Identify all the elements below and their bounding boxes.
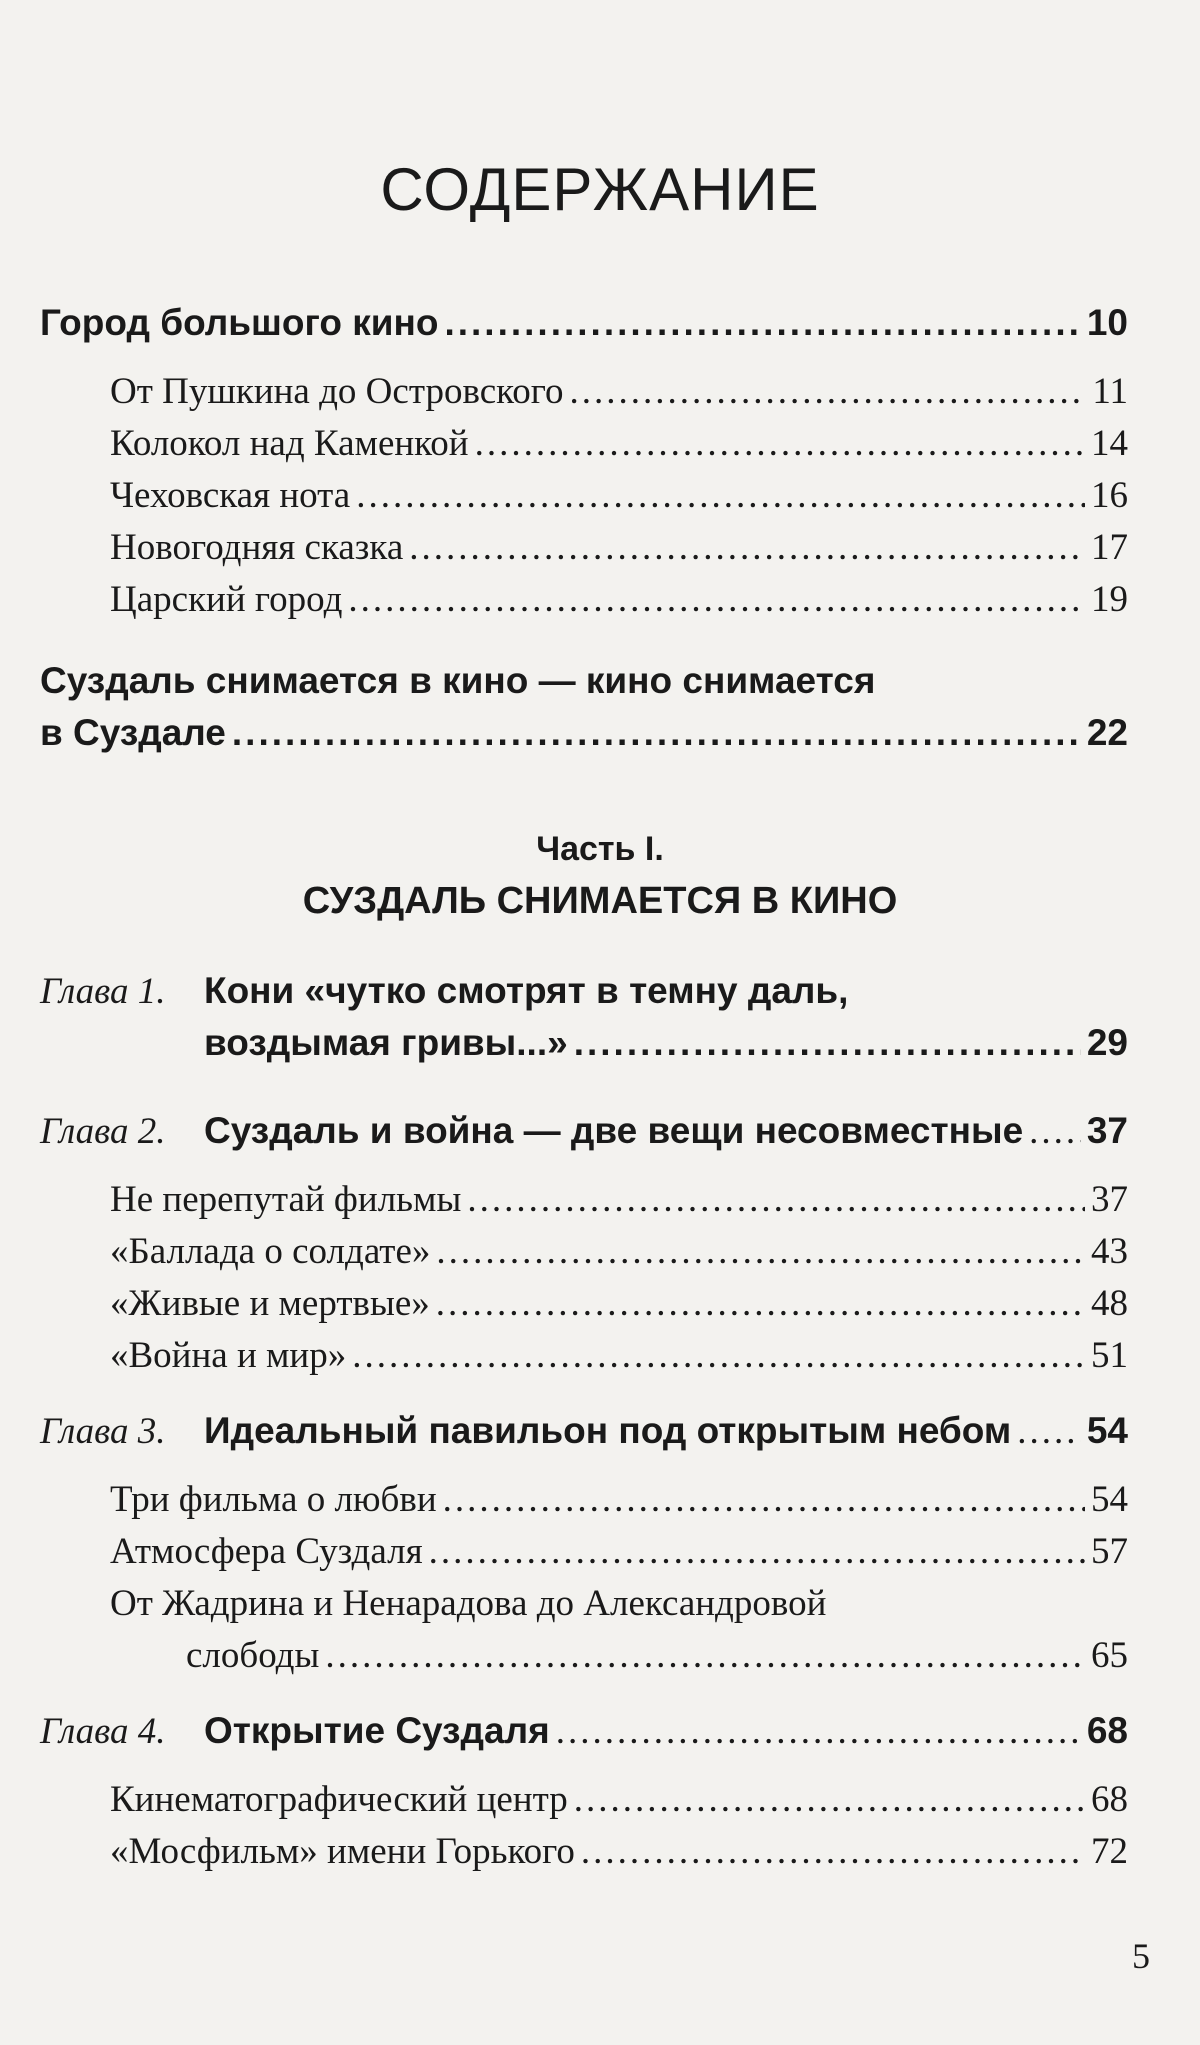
- toc-item[interactable]: [110, 526, 1128, 569]
- dot-leader: [325, 1634, 1085, 1677]
- dot-leader: [232, 712, 1081, 754]
- toc-item-title: «Баллада о солдате»: [110, 1231, 431, 1272]
- toc-page-number: 51: [1091, 1335, 1128, 1376]
- chapter-title: воздымая гривы...»: [204, 1022, 568, 1063]
- toc-item[interactable]: [110, 474, 1128, 517]
- page-title: СОДЕРЖАНИЕ: [380, 156, 820, 223]
- toc-item-title: слободы: [186, 1635, 320, 1676]
- toc-chapter-1-line1[interactable]: [40, 970, 849, 1013]
- toc-section-suzdal[interactable]: [40, 712, 1128, 754]
- page-number: 5: [1132, 1936, 1150, 1976]
- toc-item-title: «Живые и мертвые»: [110, 1283, 430, 1324]
- dot-leader: [1017, 1410, 1081, 1453]
- dot-leader: [574, 1778, 1085, 1821]
- toc-page-number: 19: [1091, 579, 1128, 620]
- dot-leader: [352, 1334, 1085, 1377]
- toc-item-title: Кинематографический центр: [110, 1779, 568, 1820]
- chapter-label: Глава 4.: [40, 1711, 166, 1752]
- chapter-title: Кони «чутко смотрят в темну даль,: [204, 970, 849, 1011]
- toc-page-number: 17: [1091, 527, 1128, 568]
- toc-item[interactable]: [110, 1282, 1128, 1325]
- toc-page-number: 54: [1091, 1479, 1128, 1520]
- chapter-label: Глава 2.: [40, 1111, 166, 1152]
- toc-page-number: 29: [1086, 1022, 1128, 1063]
- toc-item-title: Царский город: [110, 579, 343, 620]
- dot-leader: [574, 1022, 1081, 1064]
- toc-item[interactable]: [110, 1830, 1128, 1873]
- dot-leader: [581, 1830, 1085, 1873]
- toc-page-number: 14: [1091, 423, 1128, 464]
- toc-page-number: 37: [1091, 1179, 1128, 1220]
- dot-leader: [429, 1530, 1085, 1573]
- toc-item[interactable]: [110, 370, 1128, 413]
- chapter-title: Суздаль и война — две вещи несовместные: [204, 1110, 1024, 1151]
- toc-page-number: 43: [1091, 1231, 1128, 1272]
- toc-section-title: в Суздале: [40, 712, 226, 753]
- part-title: СУЗДАЛЬ СНИМАЕТСЯ В КИНО: [302, 880, 898, 922]
- dot-leader: [1029, 1110, 1081, 1153]
- toc-item[interactable]: [110, 1478, 1128, 1521]
- toc-page-number: 68: [1091, 1779, 1128, 1820]
- part-label: Часть I.: [536, 830, 664, 868]
- toc-item-title: Не перепутай фильмы: [110, 1179, 462, 1220]
- toc-item[interactable]: [110, 422, 1128, 465]
- toc-item[interactable]: [110, 1230, 1128, 1273]
- toc-page-number: 68: [1086, 1710, 1128, 1751]
- toc-page-number: 48: [1091, 1283, 1128, 1324]
- toc-page-number: 65: [1091, 1635, 1128, 1676]
- dot-leader: [467, 1178, 1085, 1221]
- toc-page-number: 37: [1086, 1110, 1128, 1151]
- chapter-title: Идеальный павильон под открытым небом: [204, 1410, 1012, 1451]
- toc-item[interactable]: [110, 1178, 1128, 1221]
- toc-item-title: Чеховская нота: [110, 475, 351, 516]
- toc-item-title: «Мосфильм» имени Горького: [110, 1831, 575, 1872]
- dot-leader: [436, 1230, 1085, 1273]
- dot-leader: [475, 422, 1085, 465]
- toc-page-number: 10: [1086, 302, 1128, 343]
- dot-leader: [443, 1478, 1085, 1521]
- toc-item-title: «Война и мир»: [110, 1335, 347, 1376]
- toc-page-number: 16: [1091, 475, 1128, 516]
- toc-section-suzdal-line1[interactable]: Суздаль снимается в кино — кино снимается: [40, 660, 876, 701]
- dot-leader: [436, 1282, 1085, 1325]
- toc-item-title: Новогодняя сказка: [110, 527, 404, 568]
- dot-leader: [356, 474, 1085, 517]
- toc-item-title: Колокол над Каменкой: [110, 423, 469, 464]
- toc-item[interactable]: [110, 578, 1128, 621]
- dot-leader: [409, 526, 1085, 569]
- toc-item[interactable]: [110, 1778, 1128, 1821]
- toc-item[interactable]: [110, 1334, 1128, 1377]
- toc-chapter-3[interactable]: [40, 1410, 1128, 1453]
- toc-item[interactable]: [186, 1634, 1128, 1677]
- toc-item-long-line1[interactable]: От Жадрина и Ненарадова до Александровой: [110, 1583, 827, 1624]
- toc-chapter-1[interactable]: [204, 1022, 1128, 1064]
- toc-page-number: 54: [1086, 1410, 1128, 1451]
- chapter-title: Открытие Суздаля: [204, 1710, 550, 1751]
- toc-page-number: 57: [1091, 1531, 1128, 1572]
- toc-section-city[interactable]: [40, 302, 1128, 344]
- chapter-label: Глава 1.: [40, 971, 166, 1012]
- toc-item-title: Атмосфера Суздаля: [110, 1531, 423, 1572]
- toc-page-number: 72: [1091, 1831, 1128, 1872]
- toc-chapter-4[interactable]: [40, 1710, 1128, 1753]
- dot-leader: [569, 370, 1086, 413]
- dot-leader: [444, 302, 1080, 344]
- toc-item-title: От Пушкина до Островского: [110, 371, 564, 412]
- toc-page-number: 22: [1086, 712, 1128, 753]
- toc-item-title: Три фильма о любви: [110, 1479, 437, 1520]
- dot-leader: [556, 1710, 1081, 1753]
- dot-leader: [348, 578, 1085, 621]
- toc-section-title: Город большого кино: [40, 302, 439, 343]
- chapter-label: Глава 3.: [40, 1411, 166, 1452]
- toc-item[interactable]: [110, 1530, 1128, 1573]
- toc-chapter-2[interactable]: [40, 1110, 1128, 1153]
- toc-page-number: 11: [1092, 371, 1128, 412]
